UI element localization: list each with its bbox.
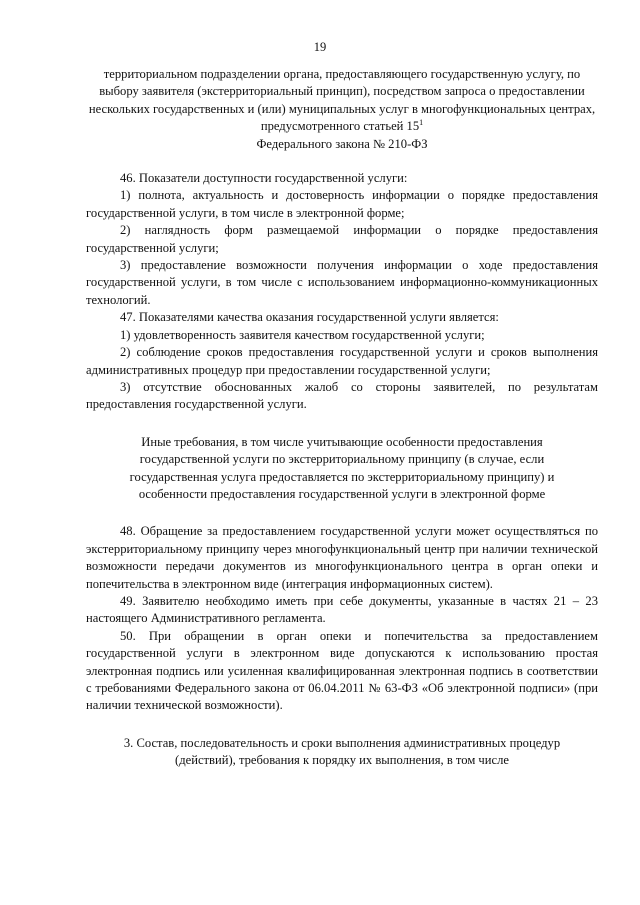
section-heading-3: 3. Состав, последовательность и сроки выполнения административных процедур (действий), требования к порядку их выполнения, в том числе	[123, 735, 561, 768]
paragraph-47-1: 1) удовлетворенность заявителя качеством государственной услуги;	[120, 327, 485, 342]
paragraph-46-3: 3) предоставление возможности получения информации о ходе предоставления государственной услуги, в том числе с использованием информационно-коммуникационных технологий.	[86, 258, 598, 307]
intro-superscript: 1	[419, 118, 424, 128]
paragraph-49: 49. Заявителю необходимо иметь при себе документы, указанные в частях 21 – 23 настоящего Административного регламента.	[86, 593, 598, 626]
paragraph-47-2: 2) соблюдение сроков предоставления государственной услуги и сроков выполнения административных процедур при предоставлении государственной услуги;	[86, 345, 598, 377]
paragraph-50: 50. При обращении в орган опеки и попечительства за предоставлением государственной услуги в электронном виде допускаются к использованию простая электронная подпись или усиленная квалифицированная электронная подпись в соответствии с требованиями Федерального закона от 06.04.2011 № 63-ФЗ «Об электронной подписи» (при наличии технической возможности).	[86, 628, 598, 713]
intro-tail: Федерального закона № 210-ФЗ	[256, 136, 428, 151]
section-heading-other-requirements: Иные требования, в том числе учитывающие особенности предоставления государственной услуги по экстерриториальному принципу (в случае, если государственная услуга предоставляется по экстерриториальному принципу) и особенности предоставления государственной услуги в электронной форме	[129, 434, 555, 501]
paragraph-46-2: 2) наглядность форм размещаемой информации о порядке предоставления государственной услуги;	[86, 223, 598, 255]
intro-text: территориальном подразделении органа, предоставляющего государственную услугу, по выбору заявителя (экстерриториальный принцип), посредством запроса о предоставлении нескольких государственных и (или) муниципальных услуг в многофункциональных центрах, предусмотренного статьей 15	[88, 67, 596, 134]
intro-paragraph	[86, 66, 598, 153]
paragraph-47-3: 3) отсутствие обоснованных жалоб со стороны заявителей, по результатам предоставления государственной услуги.	[86, 379, 598, 412]
paragraph-48: 48. Обращение за предоставлением государственной услуги может осуществляться по экстерриториальному принципу через многофункциональный центр при наличии технической возможности передачи документов из многофункционального центра в орган опеки и попечительства в электронном виде (интеграция информационных систем).	[86, 524, 598, 591]
document-body	[86, 66, 598, 770]
paragraph-47: 47. Показателями качества оказания государственной услуги является:	[120, 310, 499, 325]
paragraph-46-1: 1) полнота, актуальность и достоверность информации о порядке предоставления государственной услуги, в том числе в электронной форме;	[86, 188, 598, 220]
page-number: 19	[313, 40, 327, 54]
paragraph-46: 46. Показатели доступности государственной услуги:	[120, 171, 408, 186]
